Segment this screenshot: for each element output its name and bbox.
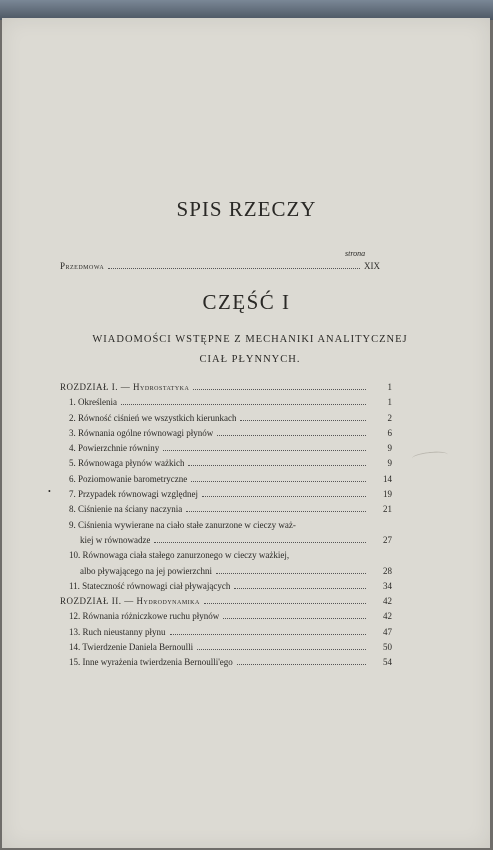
preface-row <box>60 261 380 271</box>
margin-mark: • <box>48 487 51 496</box>
preface-label: Przedmowa <box>60 261 105 271</box>
toc-row: ROZDZIAŁ I. — Hydrostatyka 1 <box>60 382 392 392</box>
page-title: SPIS RZECZY <box>176 197 317 221</box>
toc-row: 15. Inne wyrażenia twierdzenia Bernoulli'ego 54 <box>69 657 392 668</box>
toc-row: kiej w równowadze 27 <box>80 534 392 545</box>
toc-row: 6. Poziomowanie barometryczne 14 <box>69 473 392 484</box>
table-of-contents <box>60 382 392 673</box>
part-title: CZĘŚĆ I <box>202 290 291 314</box>
toc-row: 1. Określenia 1 <box>69 397 392 408</box>
toc-row: 14. Twierdzenie Daniela Bernoulli 50 <box>69 642 392 653</box>
toc-row: 3. Równania ogólne równowagi płynów 6 <box>69 427 392 438</box>
toc-row: 7. Przypadek równowagi względnej 19 <box>69 489 392 500</box>
top-edge <box>0 0 493 20</box>
toc-row: 13. Ruch nieustanny płynu 47 <box>69 626 392 637</box>
toc-row: 12. Równania różniczkowe ruchu płynów 42 <box>69 611 392 622</box>
toc-row: 10. Równowaga ciała stałego zanurzonego w cieczy ważkiej, <box>69 550 290 561</box>
preface-page: XIX <box>364 261 380 271</box>
toc-row: 11. Stateczność równowagi ciał pływających 34 <box>69 580 392 591</box>
strona-label: strona <box>345 249 366 258</box>
toc-row: 4. Powierzchnie równiny 9 <box>69 443 392 454</box>
toc-row: albo pływającego na jej powierzchni 28 <box>80 565 392 576</box>
leader-dots <box>108 267 360 269</box>
toc-row: 8. Ciśnienie na ściany naczynia 21 <box>69 504 392 515</box>
toc-row: 2. Równość ciśnień we wszystkich kierunkach 2 <box>69 412 392 423</box>
toc-row: 5. Równowaga płynów ważkich 9 <box>69 458 392 469</box>
subtitle-line-1: WIADOMOŚCI WSTĘPNE Z MECHANIKI ANALITYCZNEJ <box>92 334 408 345</box>
toc-row: ROZDZIAŁ II. — Hydrodynamika 42 <box>60 596 392 607</box>
toc-row: 9. Ciśnienia wywierane na ciało stałe zanurzone w cieczy waż- <box>69 519 296 530</box>
subtitle-line-2: CIAŁ PŁYNNYCH. <box>199 354 301 365</box>
